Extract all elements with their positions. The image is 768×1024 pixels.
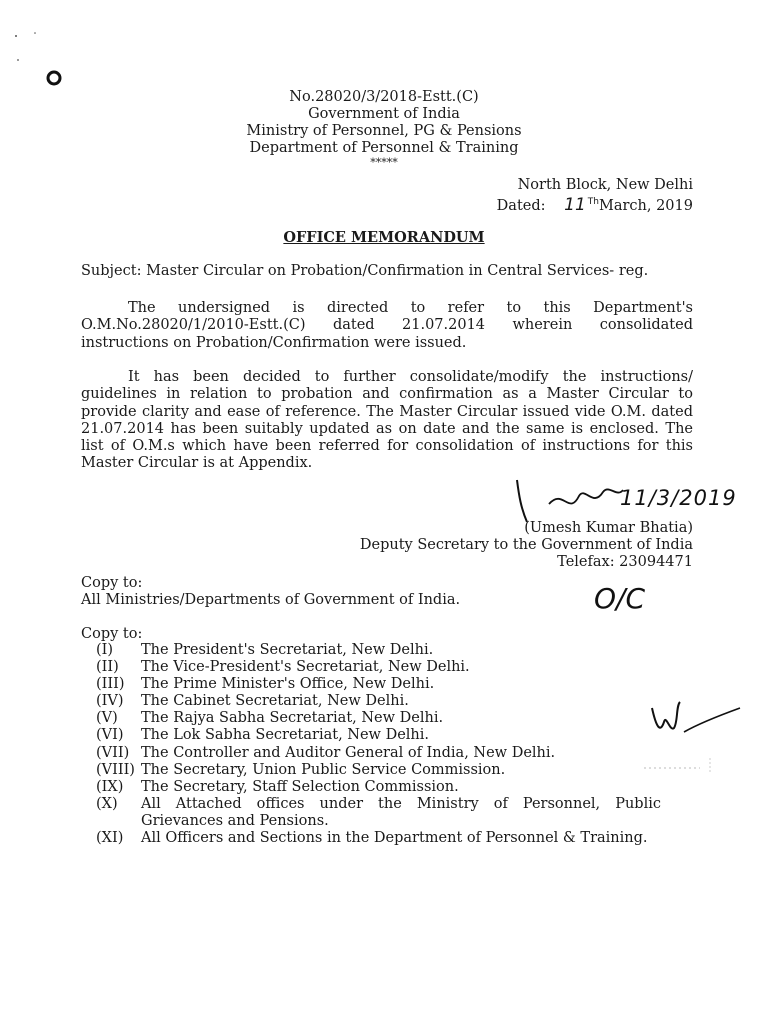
item-number: (XI) xyxy=(96,830,124,847)
department-name: Department of Personnel & Training xyxy=(249,140,519,156)
signatory-telefax: Telefax: 23094471 xyxy=(557,554,693,570)
list-item xyxy=(81,745,701,762)
signatory-name: (Umesh Kumar Bhatia) xyxy=(524,520,693,536)
list-item xyxy=(81,642,701,659)
item-number: (I) xyxy=(96,642,114,658)
item-number: (V) xyxy=(96,710,118,727)
item-text: All Attached offices under the Ministry of Personnel, Public Grievances and Pensions. xyxy=(141,795,661,829)
header-stars: ***** xyxy=(370,156,398,169)
government-name: Government of India xyxy=(308,106,460,122)
subject-line: Subject: Master Circular on Probation/Confirmation in Central Services- reg. xyxy=(81,263,649,279)
item-number: (X) xyxy=(96,795,118,812)
scan-specks xyxy=(10,28,50,68)
memo-title: OFFICE MEMORANDUM xyxy=(283,229,485,246)
item-text: The Secretary, Union Public Service Commission. xyxy=(141,761,506,778)
date-label: Dated: xyxy=(496,197,546,214)
day-suffix: Th xyxy=(587,197,599,207)
item-number: (VII) xyxy=(96,744,130,761)
item-number: (II) xyxy=(96,659,119,676)
paragraph-1: The undersigned is directed to refer to this Department's O.M.No.28020/1/2010-Estt.(C) dated 21.07.2014 wherein consolidated instructions on Probation/Confirmation were issued. xyxy=(81,300,693,351)
handwritten-signature-date: 11/3/2019 xyxy=(620,486,737,510)
item-text: The Lok Sabha Secretariat, New Delhi. xyxy=(141,727,430,744)
list-item xyxy=(81,727,701,744)
item-number: (III) xyxy=(96,676,125,693)
item-text: All Officers and Sections in the Department of Personnel & Training. xyxy=(141,830,648,847)
place-line: North Block, New Delhi xyxy=(517,177,693,193)
punch-hole-mark xyxy=(44,68,64,88)
copy-to-label-2: Copy to: xyxy=(81,626,143,642)
item-text: The President's Secretariat, New Delhi. xyxy=(141,642,434,658)
list-item xyxy=(81,693,701,710)
date-line xyxy=(497,194,693,215)
file-number: No.28020/3/2018-Estt.(C) xyxy=(289,89,479,105)
item-number: (VI) xyxy=(96,727,124,744)
handwritten-oc-note: O/C xyxy=(594,582,646,615)
list-item xyxy=(81,796,701,830)
distribution-list xyxy=(81,642,701,847)
item-number: (IV) xyxy=(96,693,124,710)
scan-noise xyxy=(640,748,720,778)
ministry-name: Ministry of Personnel, PG & Pensions xyxy=(246,123,522,139)
paragraph-2: It has been decided to further consolidate/modify the instructions/ guidelines in relation to probation and confirmation as a Master Circular to provide clarity and ease of reference. The Master Circular issued vide O.M. dated 21.07.2014 has been suitably updated as on date and the same is enclosed. The list of O.M.s which have been referred for consolidation of instructions for this Master Circular is at Appendix. xyxy=(81,369,693,472)
handwritten-day: 11 xyxy=(564,194,586,215)
list-item xyxy=(81,779,701,796)
list-item xyxy=(81,762,701,779)
item-text: The Prime Minister's Office, New Delhi. xyxy=(141,676,435,693)
copy-to-ministries: All Ministries/Departments of Government of India. xyxy=(81,592,461,608)
item-number: (IX) xyxy=(96,778,124,795)
item-text: The Vice-President's Secretariat, New Delhi. xyxy=(141,659,470,676)
item-text: The Controller and Auditor General of India, New Delhi. xyxy=(141,744,556,761)
item-text: The Rajya Sabha Secretariat, New Delhi. xyxy=(141,710,444,727)
signatory-designation: Deputy Secretary to the Government of India xyxy=(359,537,693,553)
list-item xyxy=(81,710,701,727)
item-number: (VIII) xyxy=(96,761,135,778)
list-item xyxy=(81,659,701,676)
list-item xyxy=(81,676,701,693)
item-text: The Cabinet Secretariat, New Delhi. xyxy=(141,693,409,710)
date-rest: March, 2019 xyxy=(598,197,693,214)
copy-to-label-1: Copy to: xyxy=(81,575,143,591)
item-text: The Secretary, Staff Selection Commission. xyxy=(141,778,459,795)
list-item xyxy=(81,830,701,847)
handwritten-initials xyxy=(648,698,744,746)
